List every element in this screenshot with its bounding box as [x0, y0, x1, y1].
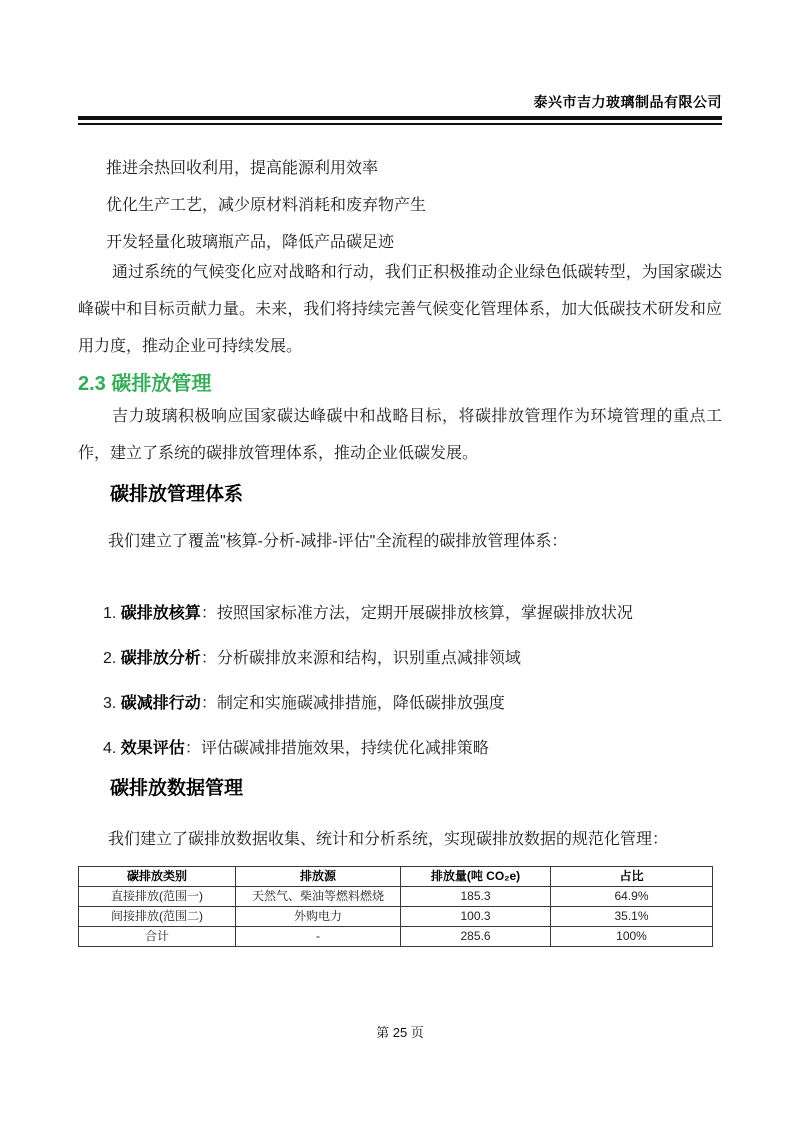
list-text: 制定和实施碳减排措施，降低碳排放强度 [216, 695, 505, 712]
table-cell: 直接排放(范围一) [79, 887, 236, 907]
emission-steps-list [78, 603, 722, 783]
system-intro-line: 我们建立了覆盖"核算-分析-减排-评估"全流程的碳排放管理体系： [108, 533, 568, 550]
subsection-title-system: 碳排放管理体系 [110, 484, 244, 505]
table-header-cell: 排放量(吨 CO₂e) [401, 867, 551, 887]
list-label: 碳排放核算 [120, 605, 201, 622]
list-text: 分析碳排放来源和结构，识别重点减排领域 [216, 650, 521, 667]
table-cell: 100% [551, 927, 713, 947]
list-item [103, 603, 722, 624]
table-row [79, 907, 713, 927]
subsection-title-data: 碳排放数据管理 [110, 778, 244, 799]
table-header-cell: 碳排放类别 [79, 867, 236, 887]
table-cell: 100.3 [401, 907, 551, 927]
table-header-cell: 占比 [551, 867, 713, 887]
list-number: 4. [103, 740, 117, 757]
table-row [79, 887, 713, 907]
table-cell: 天然气、柴油等燃料燃烧 [236, 887, 401, 907]
section-heading: 2.3 碳排放管理 [78, 373, 212, 395]
list-text: 评估碳减排措施效果，持续优化减排策略 [200, 740, 489, 757]
data-intro-line: 我们建立了碳排放数据收集、统计和分析系统，实现碳排放数据的规范化管理： [108, 831, 669, 848]
table-cell: 285.6 [401, 927, 551, 947]
header-rule-thick [78, 116, 722, 120]
list-item [103, 648, 722, 669]
list-label: 碳减排行动 [120, 695, 201, 712]
measure-line: 推进余热回收利用，提高能源利用效率 [106, 160, 379, 177]
table-cell: 合计 [79, 927, 236, 947]
page-header [78, 92, 722, 125]
list-item [103, 738, 722, 759]
list-number: 3. [103, 695, 117, 712]
table-cell: 35.1% [551, 907, 713, 927]
table-cell: 外购电力 [236, 907, 401, 927]
list-item [103, 693, 722, 714]
table-header-row [79, 867, 713, 887]
list-colon: ： [200, 650, 217, 667]
table-cell: 间接排放(范围二) [79, 907, 236, 927]
header-rule-thin [78, 123, 722, 125]
company-name: 泰兴市吉力玻璃制品有限公司 [533, 94, 722, 110]
list-label: 效果评估 [120, 740, 185, 757]
emissions-table [78, 866, 713, 947]
table-row [79, 927, 713, 947]
list-colon: ： [200, 695, 217, 712]
section-paragraph: 吉力玻璃积极响应国家碳达峰碳中和战略目标，将碳排放管理作为环境管理的重点工作，建立了系统的碳排放管理体系，推动企业低碳发展。 [78, 408, 722, 462]
table-cell: 64.9% [551, 887, 713, 907]
measures-list [78, 150, 722, 261]
list-label: 碳排放分析 [120, 650, 201, 667]
list-colon: ： [184, 740, 201, 757]
table-cell: - [236, 927, 401, 947]
climate-paragraph: 通过系统的气候变化应对战略和行动，我们正积极推动企业绿色低碳转型，为国家碳达峰碳中和目标贡献力量。未来，我们将持续完善气候变化管理体系，加大低碳技术研发和应用力度，推动企业可持续发展。 [78, 264, 722, 355]
emissions-table-container [78, 866, 722, 947]
measure-line: 优化生产工艺，减少原材料消耗和废弃物产生 [106, 197, 427, 214]
page-number: 第 25 页 [376, 1025, 424, 1040]
table-header-cell: 排放源 [236, 867, 401, 887]
measure-line: 开发轻量化玻璃瓶产品，降低产品碳足迹 [106, 234, 395, 251]
list-number: 2. [103, 650, 117, 667]
list-text: 按照国家标准方法，定期开展碳排放核算，掌握碳排放状况 [216, 605, 633, 622]
list-colon: ： [200, 605, 217, 622]
table-cell: 185.3 [401, 887, 551, 907]
list-number: 1. [103, 605, 117, 622]
